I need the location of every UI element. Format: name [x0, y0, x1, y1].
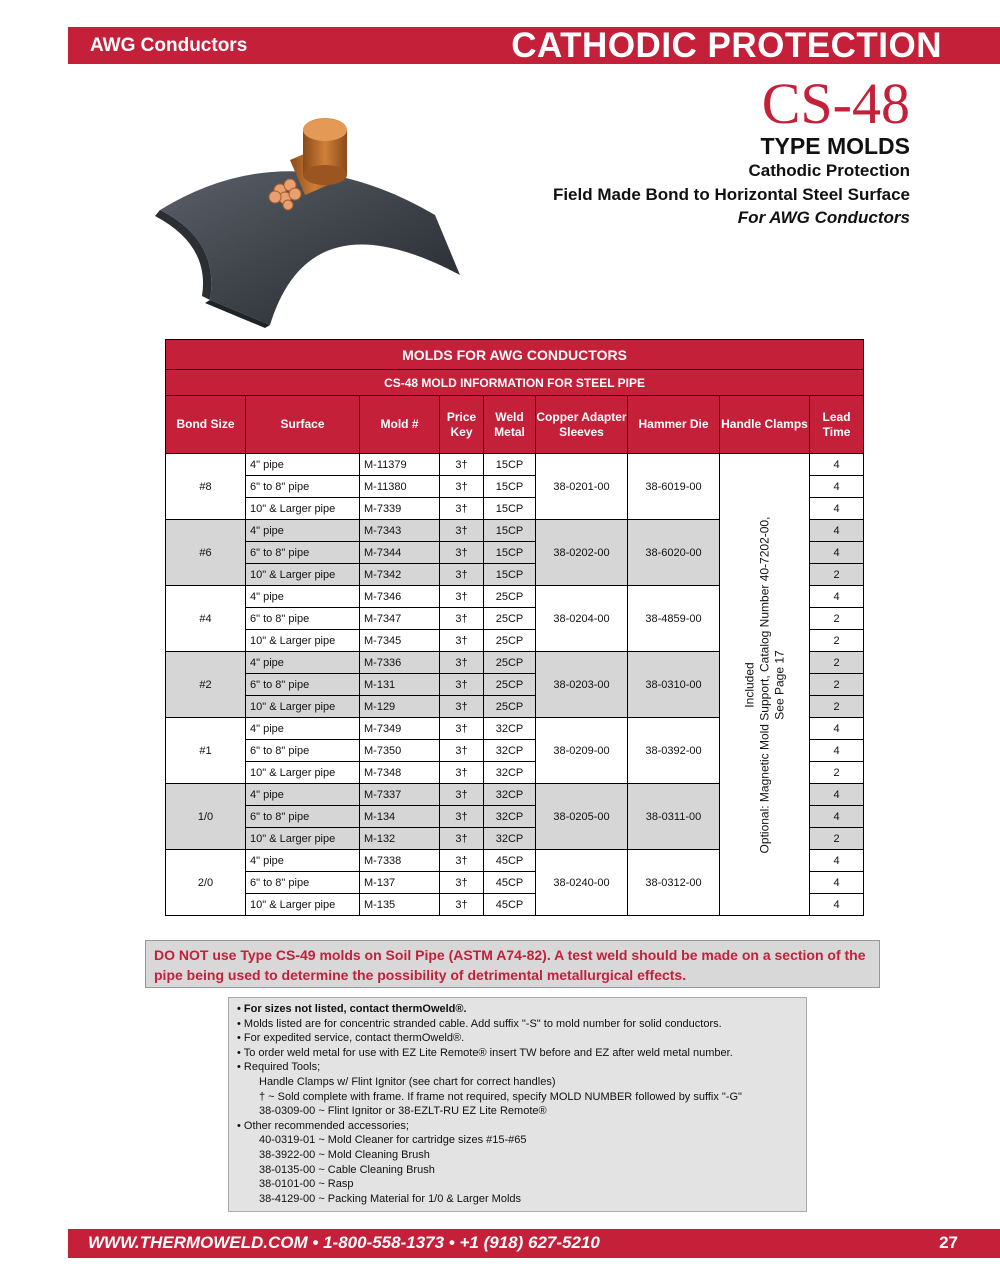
footer-contact: WWW.THERMOWELD.COM • 1-800-558-1373 • +1 (918) 627-5210	[88, 1233, 600, 1252]
lead-time-cell: 4	[810, 454, 864, 476]
mold-cell: M-7343	[360, 520, 440, 542]
weld-metal-cell: 15CP	[484, 498, 536, 520]
note-line: 38-0309-00 ~ Flint Ignitor or 38-EZLT-RU EZ Lite Remote®	[259, 1105, 547, 1118]
mold-cell: M-7350	[360, 740, 440, 762]
weld-metal-cell: 45CP	[484, 850, 536, 872]
mold-cell: M-7336	[360, 652, 440, 674]
note-line: • Other recommended accessories;	[237, 1119, 409, 1132]
handle-note: Included Optional: Magnetic Mold Support, Catalog Number 40-7202-00, See Page 17	[742, 516, 786, 853]
col-handle-clamps: Handle Clamps	[720, 396, 810, 454]
weld-metal-cell: 32CP	[484, 806, 536, 828]
lead-time-cell: 4	[810, 718, 864, 740]
lead-time-cell: 4	[810, 542, 864, 564]
price-key-cell: 3†	[440, 564, 484, 586]
bond-size-cell: #2	[166, 652, 246, 718]
price-key-cell: 3†	[440, 872, 484, 894]
note-line: 38-0101-00 ~ Rasp	[259, 1178, 354, 1191]
lead-time-cell: 2	[810, 762, 864, 784]
surface-cell: 4" pipe	[246, 520, 360, 542]
hammer-die-cell: 38-6020-00	[628, 520, 720, 586]
copper-adapter-cell: 38-0201-00	[536, 454, 628, 520]
price-key-cell: 3†	[440, 674, 484, 696]
hammer-die-cell: 38-0310-00	[628, 652, 720, 718]
lead-time-cell: 4	[810, 872, 864, 894]
surface-cell: 6" to 8" pipe	[246, 674, 360, 696]
bond-size-cell: 1/0	[166, 784, 246, 850]
mold-cell: M-135	[360, 894, 440, 916]
lead-time-cell: 4	[810, 850, 864, 872]
lead-time-cell: 4	[810, 740, 864, 762]
mold-cell: M-7346	[360, 586, 440, 608]
surface-cell: 10" & Larger pipe	[246, 696, 360, 718]
lead-time-cell: 2	[810, 564, 864, 586]
note-line: 38-4129-00 ~ Packing Material for 1/0 & Larger Molds	[259, 1192, 522, 1205]
weld-metal-cell: 32CP	[484, 718, 536, 740]
note-line: • For expedited service, contact thermOweld®.	[237, 1032, 465, 1045]
product-title: CS-48	[761, 71, 910, 136]
mold-cell: M-134	[360, 806, 440, 828]
price-key-cell: 3†	[440, 894, 484, 916]
surface-cell: 4" pipe	[246, 586, 360, 608]
surface-cell: 4" pipe	[246, 652, 360, 674]
surface-cell: 10" & Larger pipe	[246, 894, 360, 916]
price-key-cell: 3†	[440, 454, 484, 476]
note-line: 40-0319-01 ~ Mold Cleaner for cartridge sizes #15-#65	[259, 1134, 527, 1147]
surface-cell: 10" & Larger pipe	[246, 498, 360, 520]
price-key-cell: 3†	[440, 476, 484, 498]
price-key-cell: 3†	[440, 608, 484, 630]
price-key-cell: 3†	[440, 542, 484, 564]
surface-cell: 6" to 8" pipe	[246, 740, 360, 762]
col-mold: Mold #	[360, 396, 440, 454]
hammer-die-cell: 38-0392-00	[628, 718, 720, 784]
mold-cell: M-11380	[360, 476, 440, 498]
hammer-die-cell: 38-0312-00	[628, 850, 720, 916]
warning-box: DO NOT use Type CS-49 molds on Soil Pipe (ASTM A74-82). A test weld should be made on a section of the pipe being used to determine the possibility of detrimental metallurgical effects.	[145, 940, 880, 988]
surface-cell: 10" & Larger pipe	[246, 564, 360, 586]
col-hammer-die: Hammer Die	[628, 396, 720, 454]
surface-cell: 4" pipe	[246, 718, 360, 740]
col-lead-time: Lead Time	[810, 396, 864, 454]
price-key-cell: 3†	[440, 850, 484, 872]
molds-table	[165, 339, 864, 916]
price-key-cell: 3†	[440, 696, 484, 718]
price-key-cell: 3†	[440, 762, 484, 784]
table-title: MOLDS FOR AWG CONDUCTORS	[166, 340, 864, 370]
category-title: CATHODIC PROTECTION	[511, 26, 942, 65]
page-footer	[68, 1229, 1000, 1258]
hammer-die-cell: 38-6019-00	[628, 454, 720, 520]
weld-metal-cell: 15CP	[484, 454, 536, 476]
surface-cell: 10" & Larger pipe	[246, 828, 360, 850]
mold-cell: M-11379	[360, 454, 440, 476]
table-subtitle: CS-48 MOLD INFORMATION FOR STEEL PIPE	[166, 370, 864, 396]
surface-cell: 4" pipe	[246, 784, 360, 806]
surface-cell: 6" to 8" pipe	[246, 476, 360, 498]
copper-adapter-cell: 38-0209-00	[536, 718, 628, 784]
surface-cell: 4" pipe	[246, 850, 360, 872]
weld-metal-cell: 25CP	[484, 608, 536, 630]
weld-metal-cell: 45CP	[484, 894, 536, 916]
price-key-cell: 3†	[440, 740, 484, 762]
weld-metal-cell: 32CP	[484, 828, 536, 850]
lead-time-cell: 2	[810, 608, 864, 630]
mold-cell: M-7338	[360, 850, 440, 872]
bond-size-cell: #1	[166, 718, 246, 784]
bond-size-cell: #4	[166, 586, 246, 652]
mold-cell: M-137	[360, 872, 440, 894]
surface-cell: 6" to 8" pipe	[246, 542, 360, 564]
subtitle-type: TYPE MOLDS	[760, 133, 910, 159]
surface-cell: 6" to 8" pipe	[246, 806, 360, 828]
weld-metal-cell: 25CP	[484, 674, 536, 696]
lead-time-cell: 4	[810, 894, 864, 916]
mold-cell: M-7339	[360, 498, 440, 520]
note-line: • To order weld metal for use with EZ Lite Remote® insert TW before and EZ after weld metal number.	[237, 1046, 733, 1059]
surface-cell: 6" to 8" pipe	[246, 608, 360, 630]
mold-cell: M-132	[360, 828, 440, 850]
page-number: 27	[939, 1233, 958, 1252]
hammer-die-cell: 38-4859-00	[628, 586, 720, 652]
lead-time-cell: 4	[810, 520, 864, 542]
lead-time-cell: 4	[810, 784, 864, 806]
subtitle-application: Cathodic Protection	[748, 161, 910, 180]
mold-cell: M-7342	[360, 564, 440, 586]
note-line: Handle Clamps w/ Flint Ignitor (see chart for correct handles)	[259, 1075, 556, 1088]
weld-metal-cell: 25CP	[484, 652, 536, 674]
weld-metal-cell: 25CP	[484, 630, 536, 652]
hammer-die-cell: 38-0311-00	[628, 784, 720, 850]
page-header	[68, 27, 1000, 64]
surface-cell: 10" & Larger pipe	[246, 630, 360, 652]
mold-cell: M-7347	[360, 608, 440, 630]
col-bond-size: Bond Size	[166, 396, 246, 454]
weld-metal-cell: 32CP	[484, 762, 536, 784]
surface-cell: 10" & Larger pipe	[246, 762, 360, 784]
mold-cell: M-7345	[360, 630, 440, 652]
lead-time-cell: 4	[810, 476, 864, 498]
price-key-cell: 3†	[440, 718, 484, 740]
copper-adapter-cell: 38-0205-00	[536, 784, 628, 850]
copper-adapter-cell: 38-0203-00	[536, 652, 628, 718]
note-line: • Required Tools;	[237, 1061, 321, 1074]
col-surface: Surface	[246, 396, 360, 454]
weld-metal-cell: 25CP	[484, 586, 536, 608]
price-key-cell: 3†	[440, 652, 484, 674]
mold-cell: M-131	[360, 674, 440, 696]
note-line: 38-3922-00 ~ Mold Cleaning Brush	[259, 1148, 430, 1161]
weld-metal-cell: 15CP	[484, 476, 536, 498]
price-key-cell: 3†	[440, 520, 484, 542]
mold-cell: M-7337	[360, 784, 440, 806]
weld-metal-cell: 25CP	[484, 696, 536, 718]
copper-adapter-cell: 38-0204-00	[536, 586, 628, 652]
weld-metal-cell: 32CP	[484, 784, 536, 806]
table-row	[166, 454, 864, 476]
product-image	[140, 100, 470, 330]
col-price-key: Price Key	[440, 396, 484, 454]
mold-cell: M-7348	[360, 762, 440, 784]
weld-metal-cell: 32CP	[484, 740, 536, 762]
notes-box	[228, 997, 807, 1212]
weld-metal-cell: 45CP	[484, 872, 536, 894]
section-label: AWG Conductors	[90, 35, 248, 56]
mold-cell: M-129	[360, 696, 440, 718]
col-weld-metal: Weld Metal	[484, 396, 536, 454]
handle-clamps-cell	[720, 454, 810, 916]
mold-cell: M-7349	[360, 718, 440, 740]
lead-time-cell: 4	[810, 586, 864, 608]
lead-time-cell: 2	[810, 674, 864, 696]
surface-cell: 6" to 8" pipe	[246, 872, 360, 894]
price-key-cell: 3†	[440, 630, 484, 652]
bond-size-cell: #6	[166, 520, 246, 586]
weld-metal-cell: 15CP	[484, 564, 536, 586]
price-key-cell: 3†	[440, 806, 484, 828]
bond-size-cell: #8	[166, 454, 246, 520]
copper-adapter-cell: 38-0240-00	[536, 850, 628, 916]
mold-cell: M-7344	[360, 542, 440, 564]
surface-cell: 4" pipe	[246, 454, 360, 476]
lead-time-cell: 2	[810, 696, 864, 718]
lead-time-cell: 2	[810, 630, 864, 652]
table-body	[166, 454, 864, 916]
bond-size-cell: 2/0	[166, 850, 246, 916]
price-key-cell: 3†	[440, 498, 484, 520]
weld-metal-cell: 15CP	[484, 542, 536, 564]
price-key-cell: 3†	[440, 828, 484, 850]
note-line: 38-0135-00 ~ Cable Cleaning Brush	[259, 1163, 435, 1176]
note-line: • For sizes not listed, contact thermOweld®.	[237, 1003, 467, 1015]
subtitle-conductors: For AWG Conductors	[737, 208, 910, 227]
weld-metal-cell: 15CP	[484, 520, 536, 542]
copper-adapter-cell: 38-0202-00	[536, 520, 628, 586]
price-key-cell: 3†	[440, 784, 484, 806]
subtitle-description: Field Made Bond to Horizontal Steel Surface	[552, 185, 910, 204]
col-copper-adapter: Copper Adapter Sleeves	[536, 396, 628, 454]
lead-time-cell: 4	[810, 498, 864, 520]
note-line: † ~ Sold complete with frame. If frame not required, specify MOLD NUMBER followed by suffix "-G"	[259, 1090, 742, 1103]
note-line: • Molds listed are for concentric stranded cable. Add suffix "-S" to mold number for solid conductors.	[237, 1017, 722, 1030]
price-key-cell: 3†	[440, 586, 484, 608]
lead-time-cell: 2	[810, 828, 864, 850]
lead-time-cell: 2	[810, 652, 864, 674]
lead-time-cell: 4	[810, 806, 864, 828]
